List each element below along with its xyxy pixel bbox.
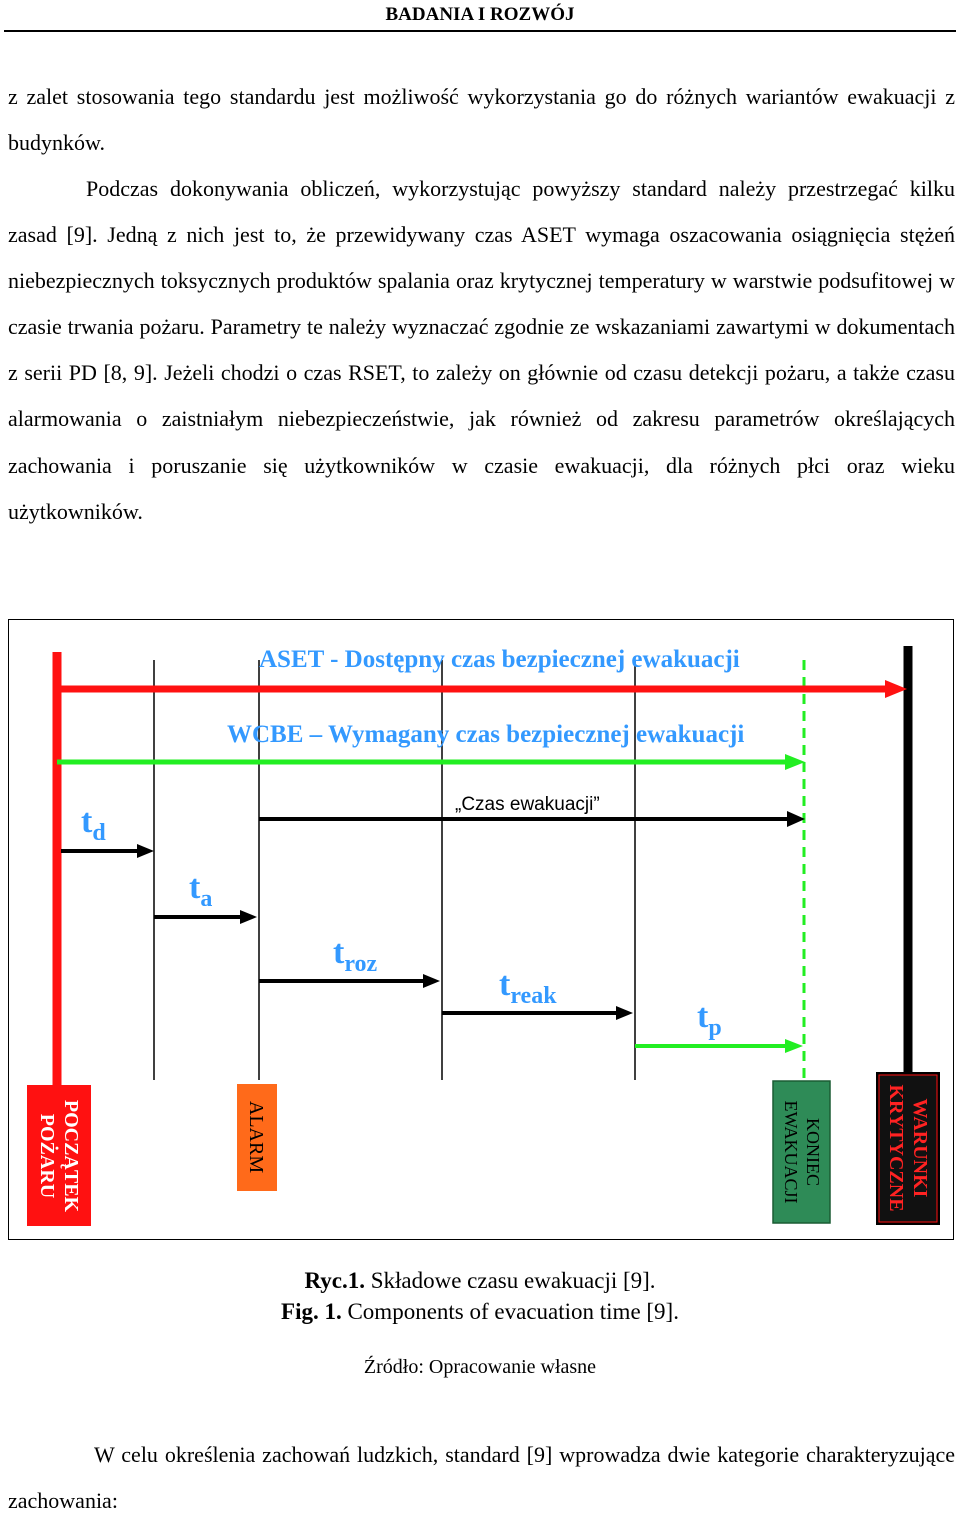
end-evacuation-box-line2: EWAKUACJI	[781, 1100, 801, 1204]
paragraph-3-text: W celu określenia zachowań ludzkich, standard [9] wprowadza dwie kategorie charakteryzujące zachowania:	[8, 1442, 955, 1514]
running-header: BADANIA I ROZWÓJ	[385, 4, 575, 25]
tp-main: t	[697, 998, 709, 1035]
figure-source: Źródło: Opracowanie własne	[363, 1356, 597, 1378]
td-label	[81, 803, 106, 846]
wcbe-label: WCBE – Wymagany czas bezpiecznej ewakuacji	[227, 721, 745, 748]
caption-pl-text: Składowe czasu ewakuacji [9].	[364, 1268, 656, 1293]
figure-caption-pl	[0, 1268, 960, 1294]
tp-sub: p	[708, 1015, 722, 1041]
troz-sub: roz	[344, 951, 378, 977]
critical-conditions-box-line2: KRYTYCZNE	[885, 1084, 907, 1212]
ta-label	[189, 869, 212, 912]
alarm-box-label: ALARM	[245, 1100, 267, 1174]
treak-label	[499, 966, 557, 1009]
evacuation-time-figure	[8, 619, 954, 1240]
troz-main: t	[333, 934, 345, 971]
td-arrowhead	[137, 844, 154, 858]
evacuation-time-arrowhead	[787, 811, 805, 827]
treak-main: t	[499, 966, 511, 1003]
paragraph-1: z zalet stosowania tego standardu jest możliwość wykorzystania go do różnych wariantów ewakuacji z budynków.	[8, 84, 955, 156]
end-evacuation-box-line1: KONIEC	[803, 1118, 823, 1186]
header-rule	[4, 30, 956, 32]
aset-label: ASET - Dostępny czas bezpiecznej ewakuacji	[259, 646, 740, 673]
paragraph-3	[8, 1432, 955, 1524]
troz-label	[333, 934, 378, 977]
fire-start-box-line1: POCZĄTEK	[60, 1099, 82, 1213]
caption-en-number: Fig. 1.	[281, 1299, 342, 1324]
critical-conditions-box-line1: WARUNKI	[909, 1098, 931, 1198]
ta-sub: a	[200, 886, 213, 912]
treak-sub: reak	[510, 983, 557, 1009]
evacuation-time-diagram	[9, 620, 952, 1238]
treak-arrowhead	[616, 1006, 633, 1020]
caption-en-text: Components of evacuation time [9].	[341, 1299, 679, 1324]
evacuation-time-label: „Czas ewakuacji”	[455, 794, 600, 815]
paragraph-2	[8, 166, 955, 535]
caption-pl-number: Ryc.1.	[304, 1268, 365, 1293]
alarm-box-text	[245, 1101, 267, 1173]
paragraph-2-text: Podczas dokonywania obliczeń, wykorzystując powyższy standard należy przestrzegać kilku zasad [9]. Jedną z nich jest to, że przewidywany czas ASET wymaga oszacowania osiągnięcia stężeń niebezpiecznych toksycznych produktów spalania oraz krytycznej temperatury w warstwie podsufitowej w czasie trwania pożaru. Parametry te należy wyznaczać zgodnie ze wskazaniami zawartymi w dokumentach z serii PD [8, 9]. Jeżeli chodzi o czas RSET, to zależy on głównie od czasu detekcji pożaru, a także czasu alarmowania o zaistniałym niebezpieczeństwie, jak również od zakresu parametrów określających zachowania i poruszanie się użytkowników w czasie ewakuacji, dla różnych płci oraz wieku użytkowników.	[8, 176, 955, 524]
td-main: t	[81, 803, 93, 840]
tp-arrowhead	[785, 1039, 803, 1053]
ta-main: t	[189, 869, 201, 906]
tp-label	[697, 998, 722, 1041]
ta-arrowhead	[240, 910, 257, 924]
fire-start-box-line2: POŻARU	[36, 1113, 58, 1199]
td-sub: d	[92, 820, 106, 846]
figure-caption-en	[0, 1299, 960, 1325]
wcbe-arrowhead	[785, 754, 805, 770]
troz-arrowhead	[423, 974, 440, 988]
